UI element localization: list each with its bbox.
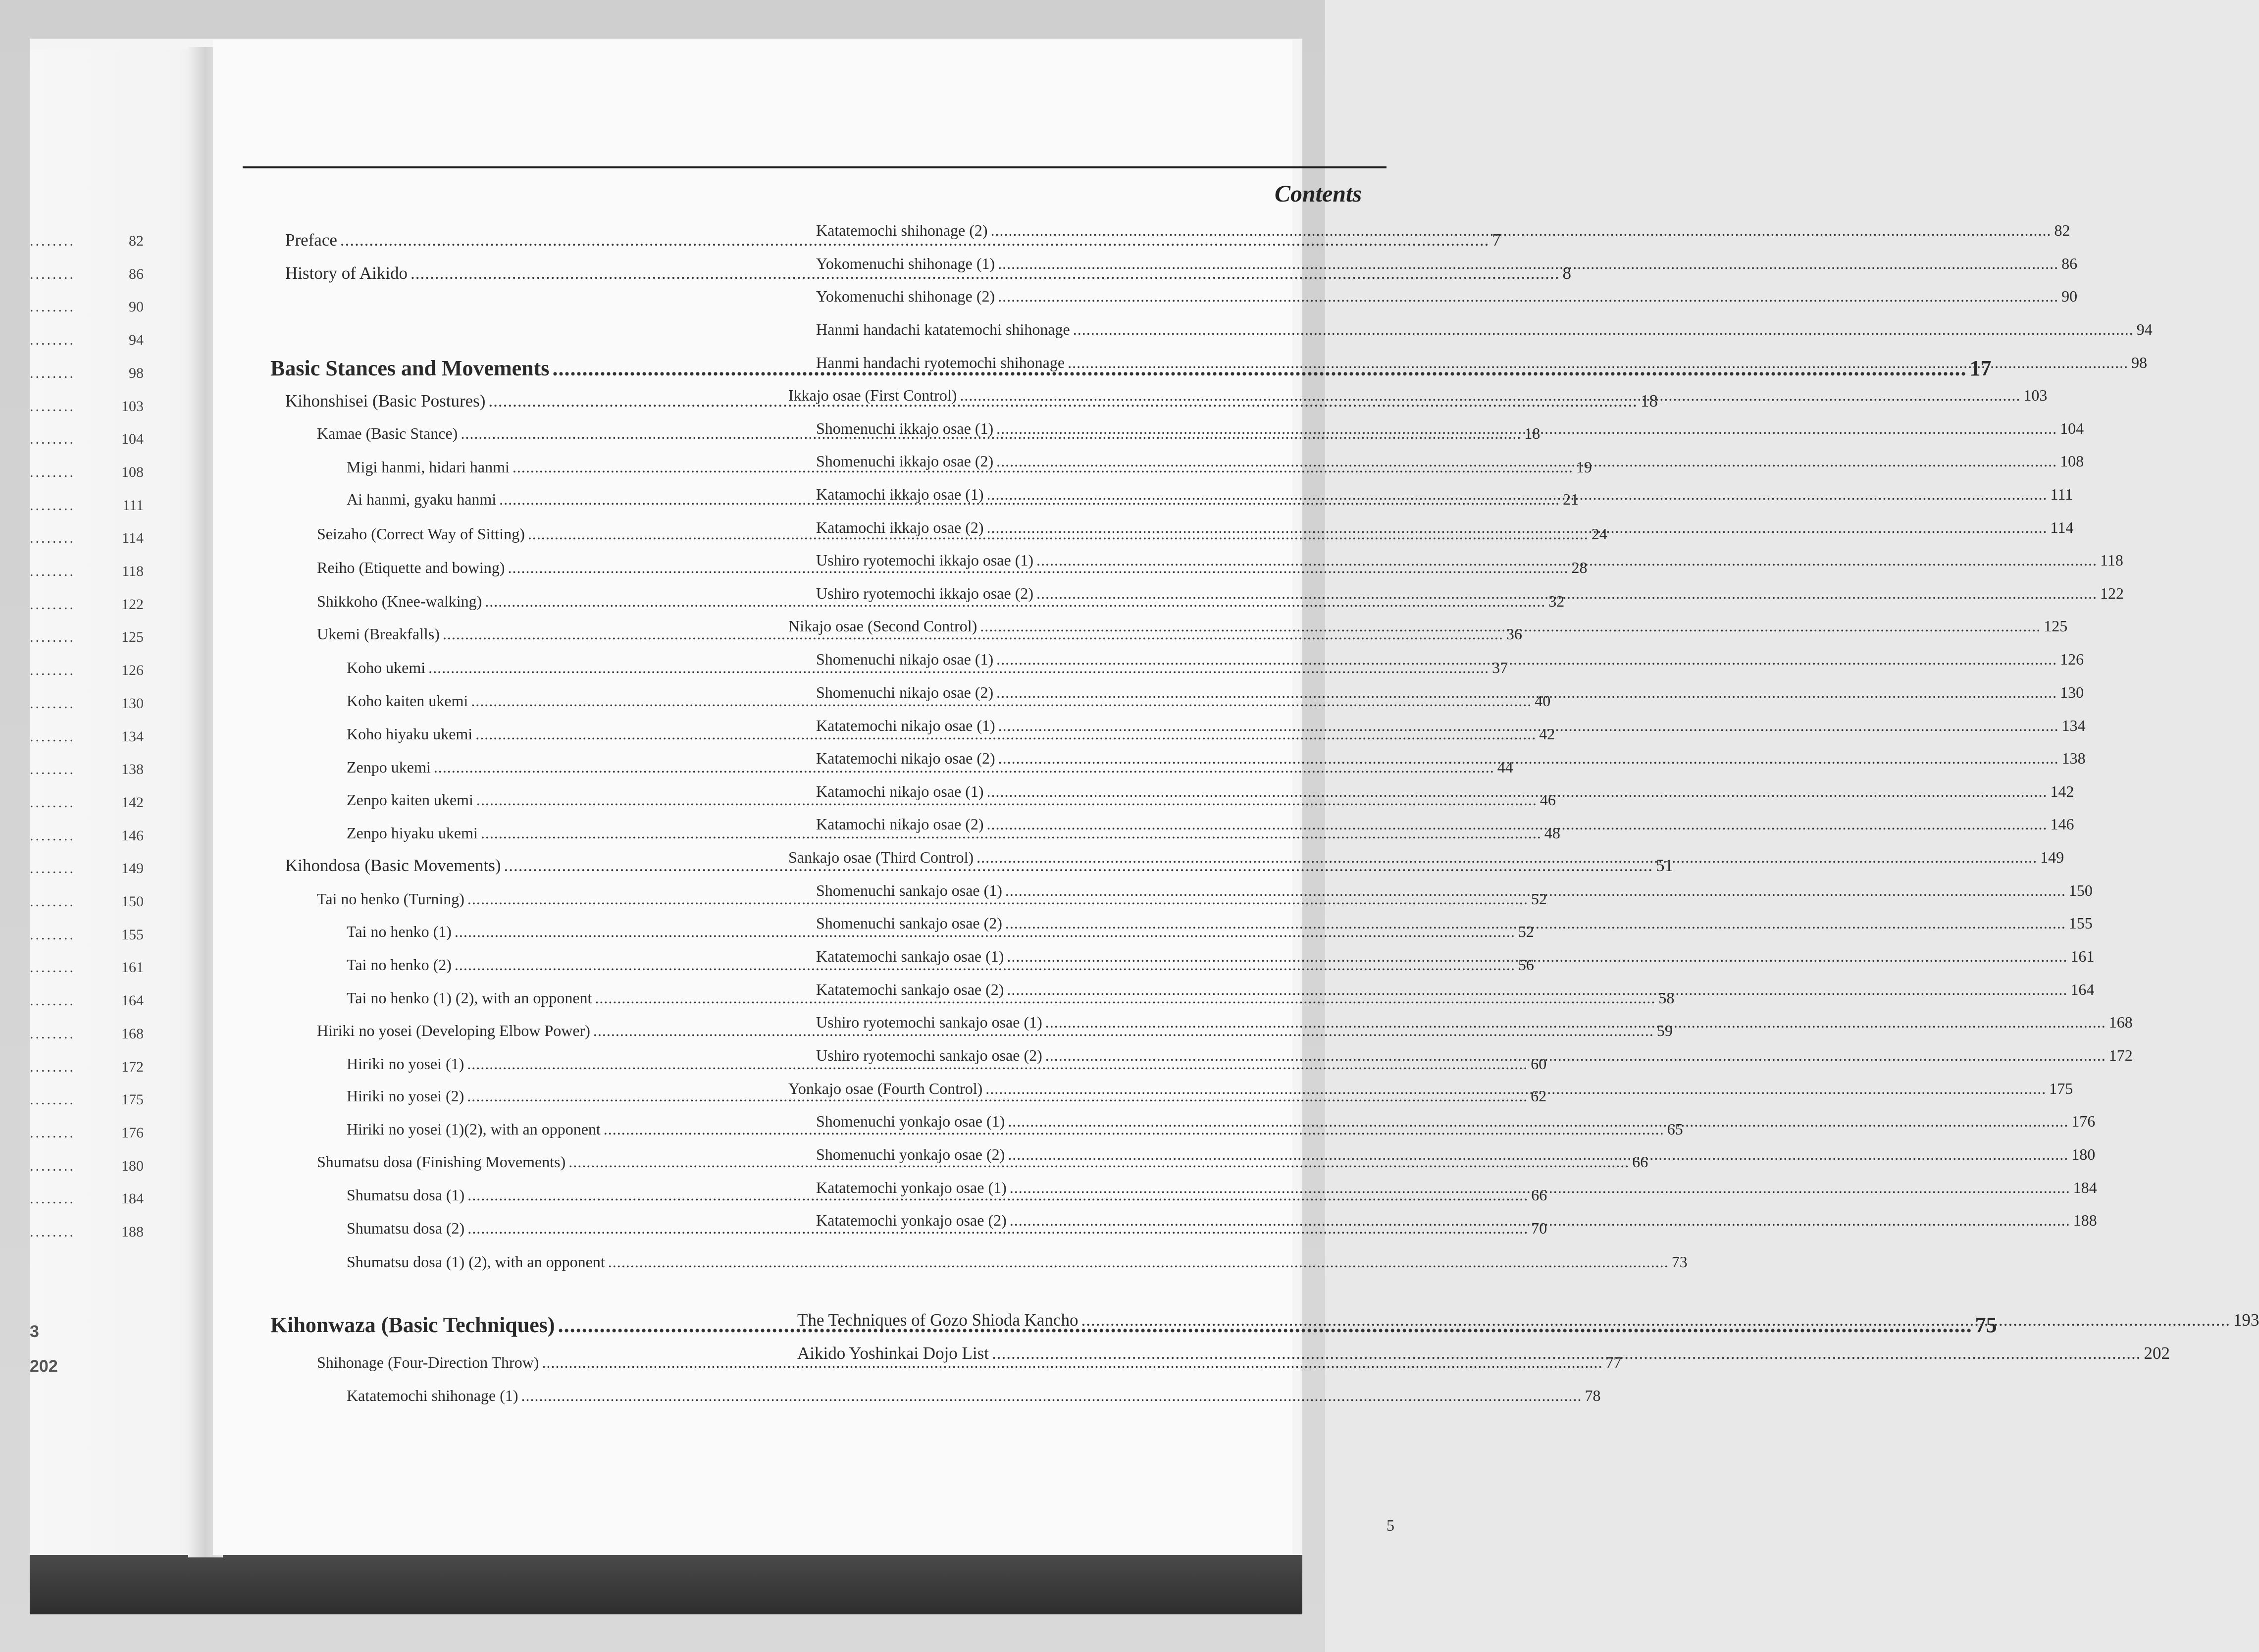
toc-entry-title: Hiriki no yosei (Developing Elbow Power) xyxy=(317,1022,590,1039)
toc-entry-title: Basic Stances and Movements xyxy=(270,356,550,380)
toc-entry-page: 52 xyxy=(1531,890,1547,908)
toc-entry-page: 37 xyxy=(1492,659,1508,676)
leader-dots: ........ xyxy=(30,265,75,282)
leader-dots: ........ xyxy=(30,860,75,877)
leader-dots xyxy=(991,221,2052,240)
toc-entry-title: Zenpo hiyaku ukemi xyxy=(347,824,478,842)
left-page-number: 175 xyxy=(121,1091,144,1108)
left-page-number: 122 xyxy=(121,596,144,613)
left-page-number-row xyxy=(30,794,144,811)
left-page-number: 111 xyxy=(122,497,144,514)
toc-entry-page: 155 xyxy=(2068,914,2093,932)
leader-dots: ........ xyxy=(30,563,75,579)
toc-entry-page: 138 xyxy=(2061,749,2086,767)
left-page-number: 138 xyxy=(121,761,144,778)
toc-entry-page: 164 xyxy=(2070,981,2095,998)
toc-entry-page: 40 xyxy=(1535,692,1551,710)
toc-entry-page: 78 xyxy=(1585,1387,1601,1404)
leader-dots: ........ xyxy=(30,299,75,315)
leader-dots: ........ xyxy=(30,1025,75,1042)
toc-entry-title: Katatemochi shihonage (2) xyxy=(816,221,988,239)
left-page-number-row xyxy=(30,1125,144,1141)
toc-entry-title: Shomenuchi nikajo osae (2) xyxy=(816,683,994,701)
toc-entry-page: 19 xyxy=(1576,458,1592,476)
toc-entry-page: 134 xyxy=(2061,717,2086,734)
toc-entry-page: 46 xyxy=(1540,791,1556,809)
left-page-number: 180 xyxy=(121,1157,144,1174)
toc-entry-title: Seizaho (Correct Way of Sitting) xyxy=(317,525,525,543)
toc-entry-page: 168 xyxy=(2108,1013,2133,1031)
leader-dots: ........ xyxy=(30,233,75,249)
left-page-number: 103 xyxy=(121,398,144,414)
toc-entry-title: Ushiro ryotemochi sankajo osae (1) xyxy=(816,1013,1042,1031)
leader-dots: ........ xyxy=(30,695,75,712)
toc-entry-title: Migi hanmi, hidari hanmi xyxy=(347,458,510,476)
toc-entry-title: Reiho (Etiquette and bowing) xyxy=(317,559,505,576)
left-page-number: 86 xyxy=(129,265,144,282)
toc-entry-title: Shumatsu dosa (2) xyxy=(347,1219,465,1237)
toc-entry-title: Preface xyxy=(285,230,337,250)
toc-entry-page: 176 xyxy=(2071,1112,2096,1130)
toc-entry-title: Aikido Yoshinkai Dojo List xyxy=(797,1343,989,1363)
toc-entry-page: 28 xyxy=(1571,559,1588,576)
toc-entry-title: Ukemi (Breakfalls) xyxy=(317,625,440,643)
left-page-number: 168 xyxy=(121,1025,144,1042)
left-page-number: 161 xyxy=(121,959,144,976)
toc-entry-page: 161 xyxy=(2070,947,2095,965)
left-page-number: 188 xyxy=(121,1224,144,1240)
toc-entry-title: Shomenuchi yonkajo osae (2) xyxy=(816,1145,1005,1163)
toc-entry-page: 202 xyxy=(2144,1343,2170,1363)
leader-dots: ........ xyxy=(30,530,75,547)
toc-entry-title: Shomenuchi sankajo osae (1) xyxy=(816,881,1002,899)
toc-entry-title: Hiriki no yosei (1)(2), with an opponent xyxy=(347,1120,601,1138)
left-page-number: 125 xyxy=(121,629,144,646)
toc-entry-page: 122 xyxy=(2100,584,2124,602)
left-page-number-row xyxy=(30,629,144,646)
leader-dots xyxy=(1008,1145,2068,1164)
left-page-number-row xyxy=(30,266,144,283)
toc-entry-title: Katatemochi sankajo osae (1) xyxy=(816,947,1004,965)
toc-entry-title: Zenpo ukemi xyxy=(347,758,431,776)
toc-entry-title: Shomenuchi ikkajo osae (1) xyxy=(816,419,994,437)
toc-entry-page: 62 xyxy=(1531,1087,1547,1105)
left-page-number-row xyxy=(30,728,144,745)
left-page-number: 150 xyxy=(121,893,144,910)
left-page-number-row xyxy=(30,1026,144,1042)
leader-dots: ........ xyxy=(30,332,75,349)
left-page-number-row xyxy=(30,332,144,349)
toc-entry-page: 32 xyxy=(1548,592,1565,610)
toc-entry-page: 149 xyxy=(2040,848,2064,866)
toc-entry-page: 48 xyxy=(1544,824,1560,842)
toc-entry-page: 188 xyxy=(2073,1211,2097,1229)
leader-dots: ........ xyxy=(30,1091,75,1108)
leader-dots xyxy=(1068,354,2128,372)
toc-entry-title: Nikajo osae (Second Control) xyxy=(788,617,977,635)
left-page-number: 108 xyxy=(121,464,144,480)
left-page-number: 118 xyxy=(122,563,144,579)
toc-entry-title: Shomenuchi ikkajo osae (2) xyxy=(816,452,994,470)
toc-entry-title: Hiriki no yosei (2) xyxy=(347,1087,464,1105)
left-page-number-row xyxy=(30,596,144,613)
leader-dots xyxy=(1007,947,2067,966)
left-page-number: 146 xyxy=(121,827,144,844)
left-page-number: 155 xyxy=(121,926,144,943)
left-page-number: 142 xyxy=(121,794,144,811)
leader-dots xyxy=(980,617,2041,635)
toc-entry-title: Shikkoho (Knee-walking) xyxy=(317,592,482,610)
leader-dots xyxy=(1005,881,2066,900)
toc-entry-page: 118 xyxy=(2100,551,2123,569)
leader-dots xyxy=(998,255,2058,273)
toc-entry-title: Koho kaiten ukemi xyxy=(347,692,468,710)
toc-entry-page: 98 xyxy=(2131,354,2148,371)
left-page-number: 172 xyxy=(121,1058,144,1075)
left-page-number-row xyxy=(30,464,144,481)
left-page-number: 184 xyxy=(121,1190,144,1207)
toc-entry-title: Kihonshisei (Basic Postures) xyxy=(285,391,486,411)
toc-entry-title: Tai no henko (1) xyxy=(347,923,452,940)
left-page-number-row xyxy=(30,497,144,514)
leader-dots xyxy=(1005,914,2066,932)
leader-dots xyxy=(1081,1310,2230,1330)
left-page-number-row xyxy=(30,563,144,580)
toc-entry-page: 17 xyxy=(1969,356,1992,380)
leader-dots: ........ xyxy=(30,893,75,910)
toc-entry-page: 36 xyxy=(1506,625,1522,643)
leader-dots xyxy=(996,419,2057,438)
toc-entry-title: The Techniques of Gozo Shioda Kancho xyxy=(797,1310,1078,1330)
toc-entry-page: 66 xyxy=(1632,1153,1648,1171)
leader-dots xyxy=(998,717,2059,735)
toc-entry-page: 73 xyxy=(1671,1253,1688,1271)
toc-entry-page: 193 xyxy=(2233,1310,2259,1330)
leader-dots xyxy=(996,683,2057,702)
toc-entry-title: Shomenuchi nikajo osae (1) xyxy=(816,650,994,668)
toc-entry-page: 104 xyxy=(2060,419,2084,437)
left-page-number-row xyxy=(30,959,144,976)
left-page-number: 90 xyxy=(129,299,144,315)
toc-entry-page: 59 xyxy=(1656,1022,1673,1039)
left-page-number: 114 xyxy=(122,530,144,547)
book-cover-edge xyxy=(30,1555,1302,1614)
leader-dots xyxy=(1045,1013,2106,1032)
left-page-number-row xyxy=(30,398,144,415)
toc-entry-title: Shihonage (Four-Direction Throw) xyxy=(317,1353,539,1371)
toc-entry-title: Yokomenuchi shihonage (1) xyxy=(816,255,995,272)
toc-entry-title: Yokomenuchi shihonage (2) xyxy=(816,287,995,305)
leader-dots: ........ xyxy=(30,1124,75,1141)
toc-entry-page: 103 xyxy=(2023,386,2048,404)
left-page-bold-number: 3 xyxy=(30,1322,39,1341)
left-page-number-row xyxy=(30,233,144,250)
toc-entry-page: 42 xyxy=(1539,725,1555,743)
toc-entry-title: Katatemochi yonkajo osae (2) xyxy=(816,1211,1007,1229)
toc-entry-title: Ushiro ryotemochi ikkajo osae (1) xyxy=(816,551,1033,569)
left-page-number: 149 xyxy=(121,860,144,877)
toc-entry-title: Katamochi ikkajo osae (1) xyxy=(816,485,984,503)
left-page-number-row xyxy=(30,1091,144,1108)
leader-dots: ........ xyxy=(30,364,75,381)
toc-entry-title: Katatemochi yonkajo osae (1) xyxy=(816,1179,1007,1196)
toc-entry[interactable] xyxy=(816,221,2070,240)
leader-dots: ........ xyxy=(30,497,75,514)
toc-entry-page: 24 xyxy=(1591,525,1607,543)
leader-dots xyxy=(521,1387,1582,1405)
leader-dots: ........ xyxy=(30,1058,75,1075)
left-page-number-row xyxy=(30,927,144,943)
leader-dots xyxy=(1045,1046,2106,1065)
leader-dots xyxy=(1036,551,2097,569)
toc-entry-title: Kihonwaza (Basic Techniques) xyxy=(270,1313,555,1337)
left-page-number-row xyxy=(30,662,144,679)
leader-dots xyxy=(1010,1211,2070,1230)
leader-dots: ........ xyxy=(30,398,75,414)
toc-entry-page: 44 xyxy=(1497,758,1513,776)
left-page-number-row xyxy=(30,992,144,1009)
leader-dots xyxy=(998,749,2059,768)
toc-entry-title: Katamochi nikajo osae (1) xyxy=(816,782,984,800)
leader-dots xyxy=(987,518,2048,537)
leader-dots: ........ xyxy=(30,1190,75,1207)
toc-entry-title: Koho ukemi xyxy=(347,659,426,676)
toc-entry-title: Ushiro ryotemochi ikkajo osae (2) xyxy=(816,584,1033,602)
toc-entry-title: Shomenuchi yonkajo osae (1) xyxy=(816,1112,1005,1130)
leader-dots: ........ xyxy=(30,1157,75,1174)
leader-dots: ........ xyxy=(30,431,75,448)
toc-entry-title: Tai no henko (Turning) xyxy=(317,890,464,908)
toc-entry-page: 8 xyxy=(1562,263,1571,283)
leader-dots: ........ xyxy=(30,464,75,480)
leader-dots xyxy=(987,815,2048,833)
toc-entry-title: Katatemochi nikajo osae (1) xyxy=(816,717,995,734)
left-page-number-row xyxy=(30,827,144,844)
leader-dots: ........ xyxy=(30,1224,75,1240)
leader-dots: ........ xyxy=(30,827,75,844)
toc-entry-title: Katatemochi shihonage (1) xyxy=(347,1387,518,1404)
left-page-number-row xyxy=(30,530,144,547)
toc-entry-title: Tai no henko (2) xyxy=(347,956,452,974)
leader-dots xyxy=(1010,1179,2070,1197)
left-page-number: 82 xyxy=(129,233,144,249)
toc-entry-page: 175 xyxy=(2049,1080,2073,1097)
left-page-number-row xyxy=(30,695,144,712)
left-page-number: 130 xyxy=(121,695,144,712)
left-page-number-row xyxy=(30,761,144,778)
left-page-number-row xyxy=(30,893,144,910)
leader-dots: ........ xyxy=(30,596,75,613)
page-title: Contents xyxy=(1274,181,1362,207)
toc-entry-page: 86 xyxy=(2061,255,2078,272)
left-page-number-row xyxy=(30,1158,144,1175)
left-page-number: 104 xyxy=(121,431,144,448)
toc-entry-page: 172 xyxy=(2108,1046,2133,1064)
left-page-number: 94 xyxy=(129,332,144,349)
toc-entry-title: Katatemochi nikajo osae (2) xyxy=(816,749,995,767)
toc-entry-title: Hanmi handachi katatemochi shihonage xyxy=(816,320,1070,338)
leader-dots xyxy=(992,1343,2141,1363)
toc-entry-page: 125 xyxy=(2044,617,2068,635)
toc-entry-page: 18 xyxy=(1524,424,1540,442)
leader-dots: ........ xyxy=(30,761,75,778)
toc-entry-page: 18 xyxy=(1640,391,1658,411)
toc-entry-title: Hanmi handachi ryotemochi shihonage xyxy=(816,354,1065,371)
leader-dots xyxy=(1036,584,2097,603)
left-page-number: 176 xyxy=(121,1124,144,1141)
toc-entry-title: Koho hiyaku ukemi xyxy=(347,725,473,743)
toc-entry-title: Katatemochi sankajo osae (2) xyxy=(816,981,1004,998)
toc-entry-page: 146 xyxy=(2050,815,2074,833)
left-page-number: 134 xyxy=(121,728,144,745)
left-page-number-row xyxy=(30,1059,144,1076)
leader-dots xyxy=(987,485,2048,504)
leader-dots xyxy=(987,782,2048,801)
leader-dots xyxy=(985,1080,2046,1098)
toc-entry-title: Zenpo kaiten ukemi xyxy=(347,791,473,809)
left-page-number-row xyxy=(30,431,144,448)
toc-entry-title: Hiriki no yosei (1) xyxy=(347,1055,464,1073)
left-page-bold-number: 202 xyxy=(30,1357,58,1376)
left-page-number: 98 xyxy=(129,364,144,381)
leader-dots xyxy=(960,386,2020,405)
toc-entry-page: 180 xyxy=(2071,1145,2096,1163)
toc-entry[interactable] xyxy=(347,1253,1688,1271)
toc-entry-title: Ai hanmi, gyaku hanmi xyxy=(347,490,497,508)
leader-dots: ........ xyxy=(30,794,75,811)
toc-entry[interactable] xyxy=(816,255,2078,273)
toc-entry-page: 66 xyxy=(1531,1186,1547,1204)
leader-dots: ........ xyxy=(30,959,75,976)
leader-dots xyxy=(1008,1112,2068,1131)
leader-dots: ........ xyxy=(30,992,75,1009)
toc-entry[interactable] xyxy=(347,1387,1601,1405)
header-rule xyxy=(243,166,1386,168)
toc-entry-page: 94 xyxy=(2136,320,2153,338)
left-page-number-row xyxy=(30,860,144,877)
toc-entry-page: 51 xyxy=(1655,856,1673,875)
toc-entry-title: Tai no henko (1) (2), with an opponent xyxy=(347,989,592,1007)
leader-dots: ........ xyxy=(30,662,75,679)
toc-entry-page: 126 xyxy=(2060,650,2084,668)
leader-dots xyxy=(1007,981,2067,999)
toc-entry-page: 108 xyxy=(2060,452,2084,470)
left-page-number: 126 xyxy=(121,662,144,679)
toc-entry-title: History of Aikido xyxy=(285,263,408,283)
leader-dots xyxy=(976,848,2037,867)
toc-entry-page: 82 xyxy=(2054,221,2070,239)
toc-entry-page: 58 xyxy=(1658,989,1675,1007)
toc-entry-title: Yonkajo osae (Fourth Control) xyxy=(788,1080,983,1097)
toc-entry-title: Ikkajo osae (First Control) xyxy=(788,386,957,404)
toc-entry-page: 65 xyxy=(1667,1120,1683,1138)
toc-entry-page: 111 xyxy=(2050,485,2073,503)
left-page-number: 164 xyxy=(121,992,144,1009)
leader-dots: ........ xyxy=(30,629,75,646)
leader-dots: ........ xyxy=(30,728,75,745)
toc-entry-page: 70 xyxy=(1531,1219,1547,1237)
toc-entry-page: 150 xyxy=(2068,881,2093,899)
toc-entry-title: Kihondosa (Basic Movements) xyxy=(285,856,501,875)
toc-entry-page: 184 xyxy=(2073,1179,2097,1196)
toc-entry-page: 52 xyxy=(1518,923,1534,940)
toc-entry-page: 114 xyxy=(2050,518,2074,536)
toc-entry-page: 142 xyxy=(2050,782,2074,800)
left-page-number-row xyxy=(30,299,144,315)
leader-dots xyxy=(996,650,2057,669)
toc-entry-title: Katamochi nikajo osae (2) xyxy=(816,815,984,833)
toc-entry-page: 75 xyxy=(1975,1313,1997,1337)
toc-entry[interactable] xyxy=(816,287,2078,306)
leader-dots xyxy=(996,452,2057,470)
toc-entry-title: Ushiro ryotemochi sankajo osae (2) xyxy=(816,1046,1042,1064)
toc-entry-page: 130 xyxy=(2060,683,2084,701)
toc-entry-title: Sankajo osae (Third Control) xyxy=(788,848,974,866)
left-page-number-row xyxy=(30,1224,144,1240)
toc-entry-page: 60 xyxy=(1531,1055,1547,1073)
toc-entry-title: Kamae (Basic Stance) xyxy=(317,424,458,442)
toc-entry-page: 56 xyxy=(1518,956,1534,974)
toc-entry-title: Katamochi ikkajo osae (2) xyxy=(816,518,984,536)
leader-dots xyxy=(608,1253,1669,1271)
toc-entry-page: 7 xyxy=(1492,230,1501,250)
toc-entry-page: 21 xyxy=(1563,490,1579,508)
leader-dots: ........ xyxy=(30,926,75,943)
toc-entry-page: 90 xyxy=(2061,287,2078,305)
page-number: 5 xyxy=(1386,1516,1394,1534)
left-page-number-row xyxy=(30,365,144,382)
leader-dots xyxy=(1073,320,2134,339)
toc-entry-title: Shumatsu dosa (Finishing Movements) xyxy=(317,1153,566,1171)
leader-dots xyxy=(998,287,2058,306)
toc-entry-page: 77 xyxy=(1605,1353,1622,1371)
toc-entry-title: Shumatsu dosa (1) (2), with an opponent xyxy=(347,1253,605,1271)
toc-entry-title: Shomenuchi sankajo osae (2) xyxy=(816,914,1002,932)
toc-entry[interactable] xyxy=(816,320,2153,339)
toc-entry-title: Shumatsu dosa (1) xyxy=(347,1186,465,1204)
left-page-number-row xyxy=(30,1190,144,1207)
